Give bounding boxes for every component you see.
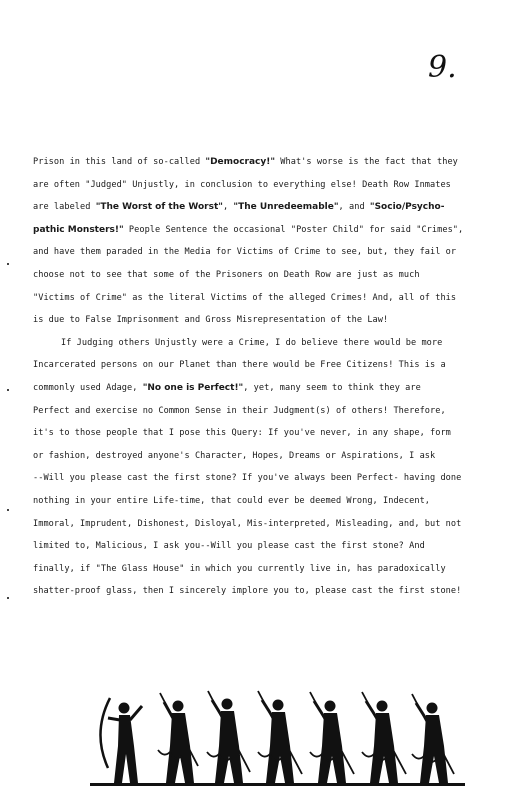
text-run: shatter-proof glass, then I sincerely implore you to, please cast the first stone! [33,586,462,597]
text-run: and have them paraded in the Media for Victims of Crime to see, but, they fail or [33,247,457,258]
text-run: choose not to see that some of the Prisoners on Death Row are just as much [33,269,420,280]
text-run: Prison in this land of so-called [33,157,206,167]
figure-warrior-3 [258,691,302,783]
text-line [33,377,509,400]
text-run: or fashion, destroyed anyone's Character, Hopes, Dreams or Aspirations, I ask [33,450,436,461]
text-run: are often "Judged" Unjustly, in conclusion to everything else! Death Row Inmates [33,179,451,190]
text-line [33,580,509,603]
text-run: nothing in your entire Life-time, that could ever be deemed Wrong, Indecent, [33,495,431,506]
figure-warrior-6 [412,694,454,783]
figure-warrior-5 [362,692,406,783]
text-run: limited to, Malicious, I ask you--Will you please cast the first stone? And [33,541,425,552]
text-line [33,287,509,310]
text-run: , [222,202,234,213]
text-run: Immoral, Imprudent, Dishonest, Disloyal, Mis-interpreted, Misleading, and, but not [33,518,462,529]
text-run: commonly used Adage, [33,382,143,393]
text-run: Incarcerated persons on our Planet than there would be Free Citizens! This is a [33,360,446,371]
page-number: 9. [428,50,457,85]
figure-archer [100,698,142,783]
emphasized-phrase: "The Unredeemable" [233,202,339,213]
text-run: If Judging others Unjustly were a Crime, I do believe there would be more [61,337,443,348]
text-line [33,513,509,536]
letter-body [33,151,509,603]
text-run: People Sentence the occasional "Poster Child" for said "Crimes", [123,224,464,235]
text-line [33,219,509,242]
text-run: are labeled [33,202,96,213]
text-line [33,151,509,174]
text-line [33,196,509,219]
text-line [33,309,509,332]
text-line [33,241,509,264]
text-run: , yet, many seem to think they are [243,382,421,393]
text-run: "Victims of Crime" as the literal Victims of the alleged Crimes! And, all of this [33,292,457,303]
text-line [33,490,509,513]
text-line [33,422,509,445]
text-run: Perfect and exercise no Common Sense in their Judgment(s) of others! Therefore, [33,405,446,416]
margin-mark [7,389,9,391]
text-line [33,264,509,287]
text-run: --Will you please cast the first stone? If you've always been Perfect- having done [33,473,462,484]
text-run: is due to False Imprisonment and Gross Misrepresentation of the Law! [33,315,389,326]
text-run: it's to those people that I pose this Query: If you've never, in any shape, form [33,428,451,439]
text-run: What's worse is the fact that they [275,157,458,167]
text-line [33,535,509,558]
margin-mark [7,597,9,599]
text-line [33,332,509,355]
emphasized-phrase: "The Worst of the Worst" [95,202,223,213]
figure-warrior-2 [207,691,250,783]
margin-mark [7,263,9,265]
emphasized-phrase: "Democracy!" [205,157,276,167]
text-run: finally, if "The Glass House" in which you currently live in, has paradoxically [33,563,446,574]
figure-warrior-1 [158,693,198,783]
emphasized-phrase: "No one is Perfect!" [142,382,244,393]
text-line [33,174,509,197]
emphasized-phrase: pathic Monsters!" [33,224,124,235]
spear-bearers-illustration [90,688,465,788]
text-line [33,445,509,468]
text-line [33,558,509,581]
text-line [33,400,509,423]
text-line [33,467,509,490]
margin-mark [7,509,9,511]
text-line [33,354,509,377]
emphasized-phrase: "Socio/Psycho- [369,202,445,213]
figure-warrior-4 [310,692,354,783]
text-run: , and [338,202,370,213]
